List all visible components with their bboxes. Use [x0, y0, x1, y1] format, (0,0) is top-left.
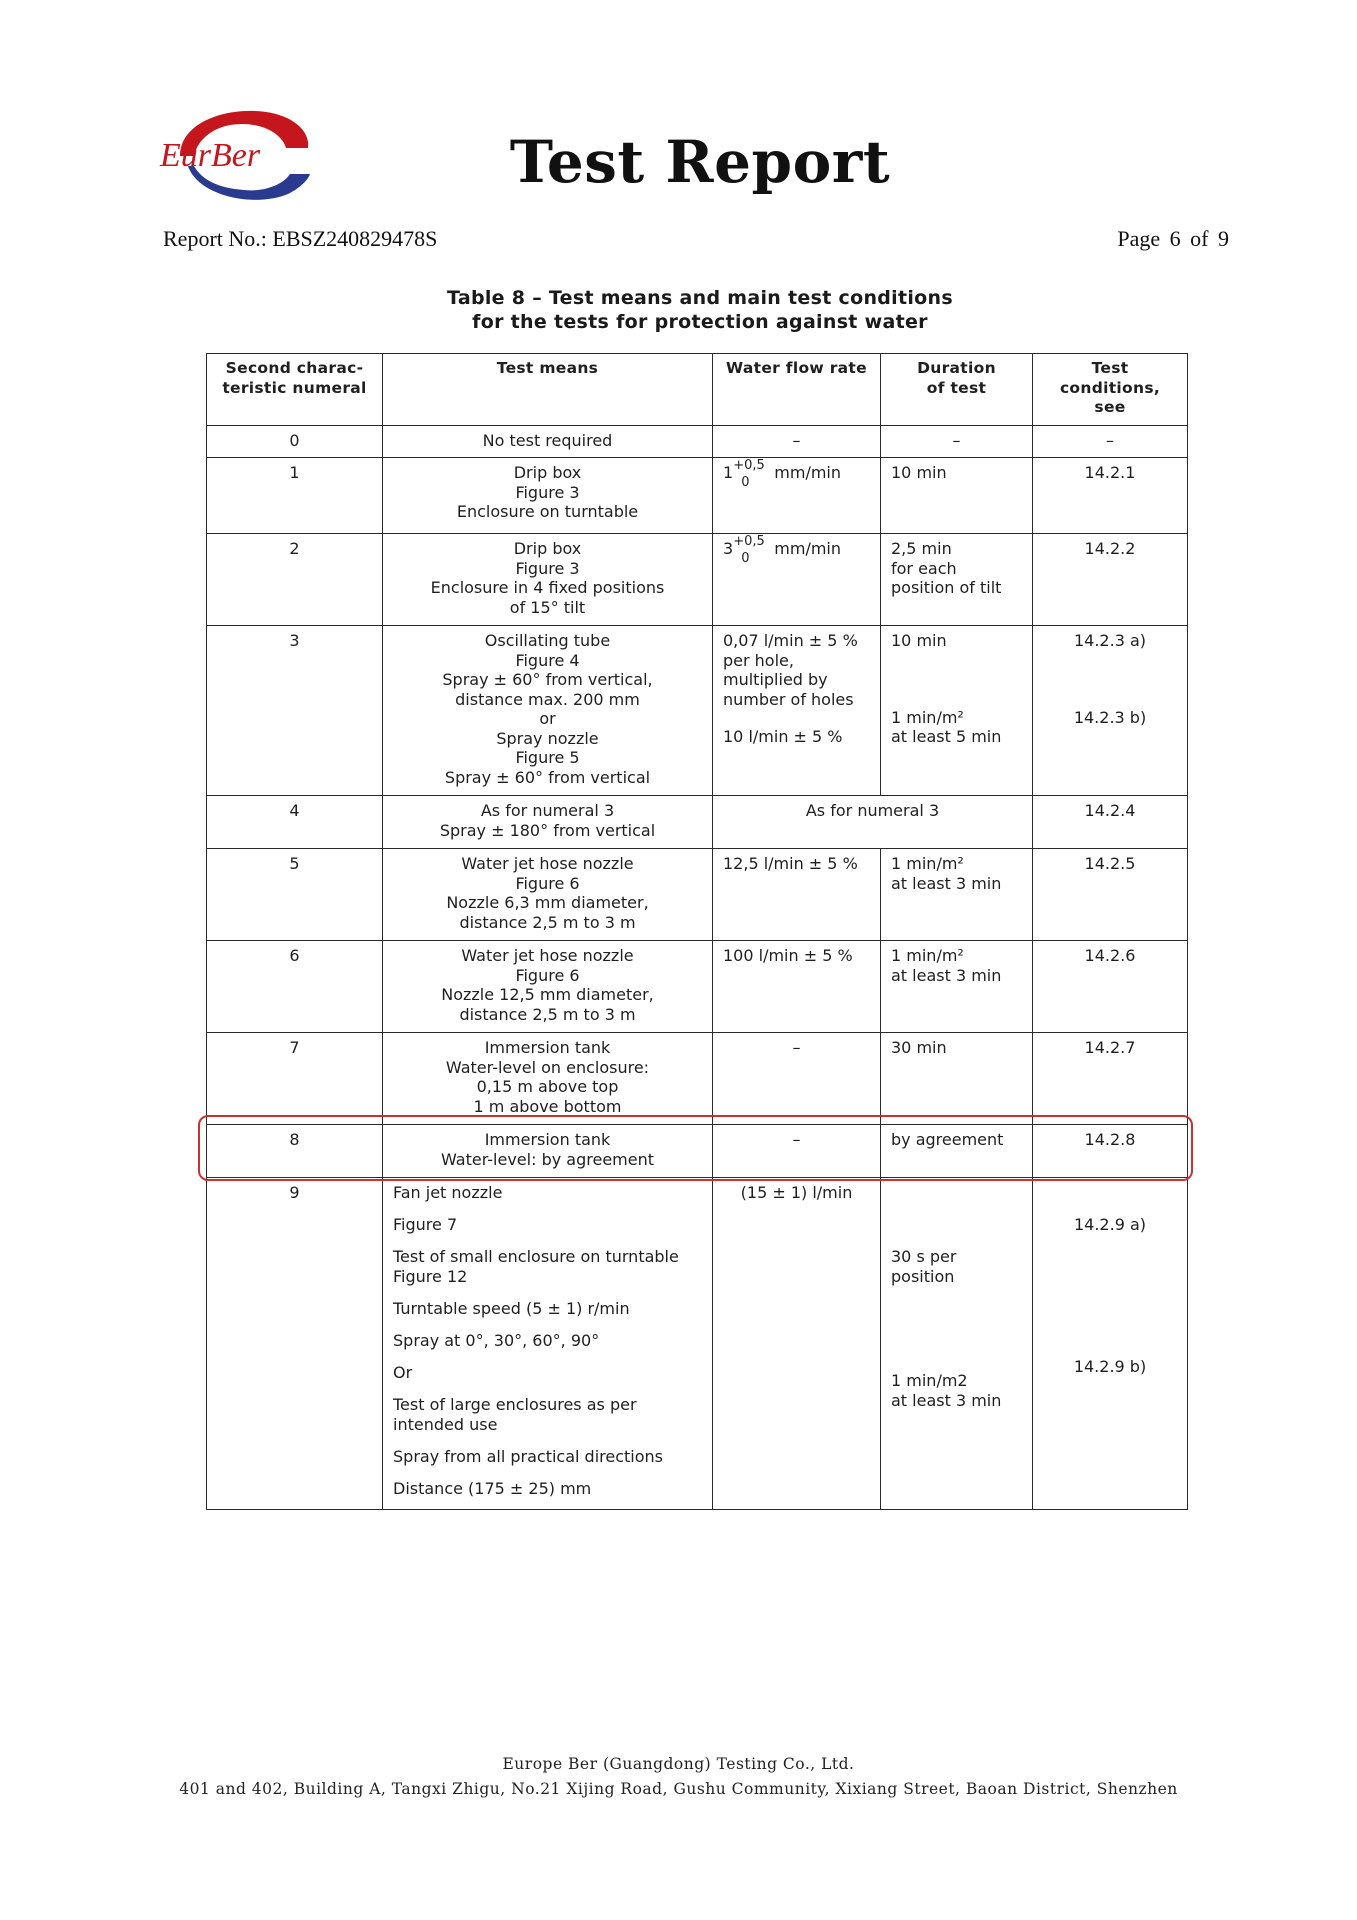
- col-header-numeral: Second charac- teristic numeral: [207, 354, 383, 426]
- header-row: [207, 354, 1188, 426]
- table-row: 1 Drip box Figure 3 Enclosure on turntable 1 +0,5 0 mm/min 10 min 14.2.1: [207, 458, 1188, 534]
- caption-line-2: for the tests for protection against water: [472, 311, 928, 333]
- logo-text: EurBer: [160, 137, 261, 174]
- caption-line-1: Table 8 – Test means and main test conditions: [447, 287, 953, 309]
- table-row: 0 No test required – – –: [207, 426, 1188, 458]
- col-header-conditions: Test conditions, see: [1033, 354, 1188, 426]
- page-number: Page 6 of 9: [1117, 226, 1229, 251]
- col-header-test-means: Test means: [383, 354, 713, 426]
- col-header-duration: Duration of test: [881, 354, 1033, 426]
- table-row: 3 Oscillating tube Figure 4 Spray ± 60° from vertical, distance max. 200 mm or Spray nozzle Figure 5 Spray ± 60° from vertical 0,07 l/min ± 5 % per hole, multiplied by number of holes 10 l/min ± 5 % 10 min 1 min/m² at least 5 min 14.2.3 a) 14.2.3 b): [207, 626, 1188, 796]
- table-row: 2 Drip box Figure 3 Enclosure in 4 fixed positions of 15° tilt 3 +0,5 0 mm/min 2,5 min for each position of tilt 14.2.2: [207, 534, 1188, 626]
- table-row: 6 Water jet hose nozzle Figure 6 Nozzle 12,5 mm diameter, distance 2,5 m to 3 m 100 l/min ± 5 % 1 min/m² at least 3 min 14.2.6: [207, 941, 1188, 1033]
- footer-address: 401 and 402, Building A, Tangxi Zhigu, No.21 Xijing Road, Gushu Community, Xixiang Street, Baoan District, Shenzhen: [179, 1780, 1178, 1798]
- table-row: 4 As for numeral 3 Spray ± 180° from vertical As for numeral 3 14.2.4: [207, 796, 1188, 849]
- table-row: 5 Water jet hose nozzle Figure 6 Nozzle 6,3 mm diameter, distance 2,5 m to 3 m 12,5 l/min ± 5 % 1 min/m² at least 3 min 14.2.5: [207, 849, 1188, 941]
- table-caption: [200, 286, 1200, 334]
- page-title: Test Report: [509, 128, 891, 196]
- report-number: Report No.: EBSZ240829478S: [163, 226, 438, 251]
- table-row-highlighted: 8 Immersion tank Water-level: by agreement – by agreement 14.2.8: [207, 1125, 1188, 1178]
- footer-company: Europe Ber (Guangdong) Testing Co., Ltd.: [502, 1755, 855, 1773]
- table-row: 9 Fan jet nozzle Figure 7 Test of small enclosure on turntable Figure 12 Turntable speed (5 ± 1) r/min Spray at 0°, 30°, 60°, 90° Or Test of large enclosures as per intended use Spray from all practical directions Distance (175 ± 25) mm (15 ± 1) l/min 30 s per position 1 min/m2 at least 3 min 14.2.9 a) 14.2.9 b): [207, 1178, 1188, 1510]
- highlight-box: [198, 1115, 1193, 1181]
- col-header-flow-rate: Water flow rate: [713, 354, 881, 426]
- company-logo: [158, 104, 318, 208]
- test-conditions-table: [206, 353, 1188, 1510]
- table-row: 7 Immersion tank Water-level on enclosure: 0,15 m above top 1 m above bottom – 30 min 14.2.7: [207, 1033, 1188, 1125]
